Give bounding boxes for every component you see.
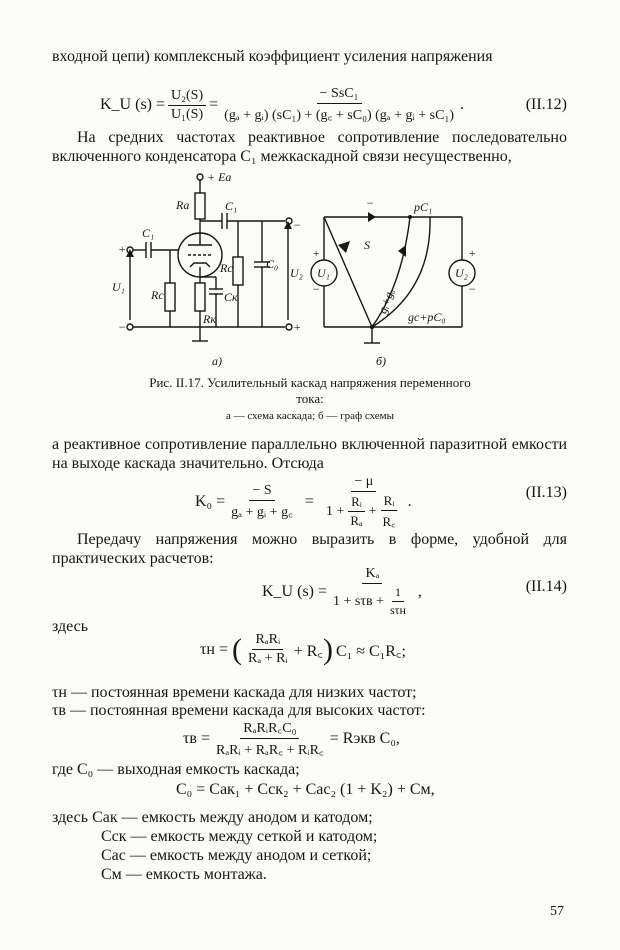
eq14-number: (II.14): [525, 578, 567, 595]
eq13-frac1: [228, 483, 296, 521]
taun-den: Rₐ + Rᵢ: [248, 651, 288, 666]
eq12-number: (II.12): [525, 96, 567, 113]
eq13-den2-f2: [380, 493, 399, 530]
eq13-num1: − S: [249, 483, 274, 501]
eq13-f2-num: Rᵢ: [381, 493, 398, 511]
eq14-num: Kₐ: [362, 566, 382, 584]
def-tau-n: τн — постоянная времени каскада для низких частот;: [52, 684, 417, 701]
tauv-num: RₐRᵢR꜀C₀: [240, 718, 299, 739]
label-c1-left: C₁: [142, 226, 155, 240]
eq14-frac: [330, 566, 415, 618]
label-u2-a: U₂: [290, 266, 303, 280]
eq14-lhs: K_U (s) =: [262, 583, 328, 600]
sublabel-a: а): [212, 354, 222, 368]
label-pc1: pC₁: [414, 200, 433, 214]
eq14-f-num: 1: [392, 585, 404, 602]
taun-open: (: [232, 632, 243, 666]
page-number: 57: [550, 904, 564, 919]
eq13-tail: .: [407, 493, 412, 510]
eq13-f1-den: Rₐ: [350, 513, 363, 528]
label-ra: Rа: [176, 198, 190, 212]
text-here1: здесь: [52, 618, 89, 635]
label-rc-out: Rс: [220, 261, 233, 275]
label-minus-b-top: −: [366, 196, 375, 210]
taun-plus: + R꜀: [293, 642, 323, 660]
figure-legend: а — схема каскада; б — граф схемы: [225, 410, 395, 422]
eq13-den2-a: 1 +: [325, 503, 345, 519]
eq13-den2: [323, 492, 405, 530]
text-top: входной цепи) комплексный коэффициент усиления напряжения: [52, 48, 493, 65]
label-rc-grid: Rс: [151, 288, 164, 302]
equation-tau-v: [183, 718, 400, 759]
label-supply: + Eа: [207, 170, 232, 184]
label-minus-b1: −: [312, 282, 321, 296]
label-ck: Cк: [224, 290, 238, 304]
equation-c0: C₀ = Cак₁ + Cск₂ + Cас₂ (1 + K₂) + Cм,: [176, 781, 435, 798]
label-u1-b: U₁: [317, 266, 330, 280]
sublabel-b: б): [376, 354, 387, 368]
tauv-tail: = Rэкв C₀,: [329, 729, 400, 747]
eq13-den1: gₐ + gᵢ + g꜀: [231, 505, 293, 520]
label-u1-a: U₁: [112, 280, 125, 294]
eq12-den2: (gₐ + gᵢ) (sC₁) + (g꜀ + sC₀) (gₐ + gᵢ + sC₁): [224, 108, 455, 123]
text-para2: а реактивное сопротивление параллельно включенной паразитной емкости на выходе каскада значительно. Отсюда: [52, 436, 567, 472]
taun-close: ): [322, 632, 333, 666]
eq14-den: [330, 584, 415, 618]
figure-caption: [0, 375, 620, 407]
taun-num: RₐRᵢ: [252, 632, 283, 650]
label-minus-a-out: −: [293, 218, 302, 232]
eq12-frac2: [221, 86, 457, 124]
def-cm: Cм — емкость монтажа.: [101, 866, 267, 883]
eq12-den1: U₁(S): [171, 106, 204, 122]
eq14-den-frac: [387, 585, 409, 618]
taun-tail: C₁ ≈ C₁R꜀;: [335, 642, 406, 660]
eq12-num1: U₂(S): [168, 88, 206, 106]
eq13-den2-plus: +: [368, 503, 377, 519]
def-cas: Cас — емкость между анодом и сеткой;: [101, 847, 372, 864]
label-plus-a-out: +: [293, 320, 302, 334]
label-plus-a: +: [118, 242, 127, 256]
text-para3: Передачу напряжения можно выразить в форме, удобной для практических расчетов:: [52, 531, 567, 567]
eq14-f-den: sτн: [390, 603, 406, 617]
taun-lhs: τн =: [200, 640, 229, 658]
figure-II17-diagram: [110, 165, 510, 370]
label-c0: C₀: [266, 257, 279, 271]
eq13-f2-den: R꜀: [382, 514, 396, 529]
taun-frac: [245, 632, 291, 667]
eq12-tail: .: [460, 96, 465, 113]
tauv-lhs: τв =: [183, 729, 211, 747]
label-u2-b: U₂: [455, 266, 468, 280]
label-c1-top: C₁: [225, 199, 238, 213]
eq13-eq: =: [304, 493, 314, 510]
tauv-frac: [213, 718, 327, 759]
label-rk: Rк: [203, 312, 216, 326]
eq13-lhs: K₀ =: [195, 493, 226, 510]
text-para1: На средних частотах реактивное сопротивление последовательно включенного конденсатора C₁ межкаскадной связи несущественно,: [52, 129, 567, 165]
caption-text: Рис. II.17. Усилительный каскад напряжения переменного тока:: [149, 375, 471, 406]
tauv-den: RₐRᵢ + RₐR꜀ + RᵢR꜀: [216, 743, 324, 758]
def-cak: здесь Cак — емкость между анодом и катодом;: [52, 809, 373, 826]
label-plus-b1: +: [312, 246, 321, 260]
eq13-number: (II.13): [525, 484, 567, 501]
label-gc-pc0: gс+pC₀: [408, 310, 446, 324]
label-s: S: [364, 238, 370, 252]
eq12-lhs: K_U (s) =: [100, 96, 166, 113]
equation-II13: [195, 474, 412, 530]
label-minus-b2: −: [468, 282, 477, 296]
eq12-frac1: [168, 88, 206, 123]
eq14-den-a: 1 + sτв +: [333, 593, 384, 609]
eq14-tail: ,: [417, 583, 422, 600]
eq13-den2-f1: [347, 494, 365, 529]
eq12-eq: =: [209, 96, 219, 113]
def-csk: Cск — емкость между сеткой и катодом;: [101, 828, 378, 845]
equation-II12: [100, 86, 464, 124]
text-where-c0: где C₀ — выходная емкость каскада;: [52, 761, 300, 778]
label-gi-ga: gᵢ+gₐ: [375, 286, 398, 316]
eq13-frac2: [323, 474, 405, 530]
eq13-num2: − μ: [351, 474, 376, 492]
eq12-num2: − SsC₁: [317, 86, 362, 104]
eq13-f1-num: Rᵢ: [348, 494, 365, 512]
equation-tau-n: [200, 632, 406, 667]
label-plus-b2: +: [468, 246, 477, 260]
equation-II14: [262, 566, 422, 618]
def-tau-v: τв — постоянная времени каскада для высоких частот:: [52, 702, 426, 719]
label-minus-a: −: [118, 320, 127, 334]
